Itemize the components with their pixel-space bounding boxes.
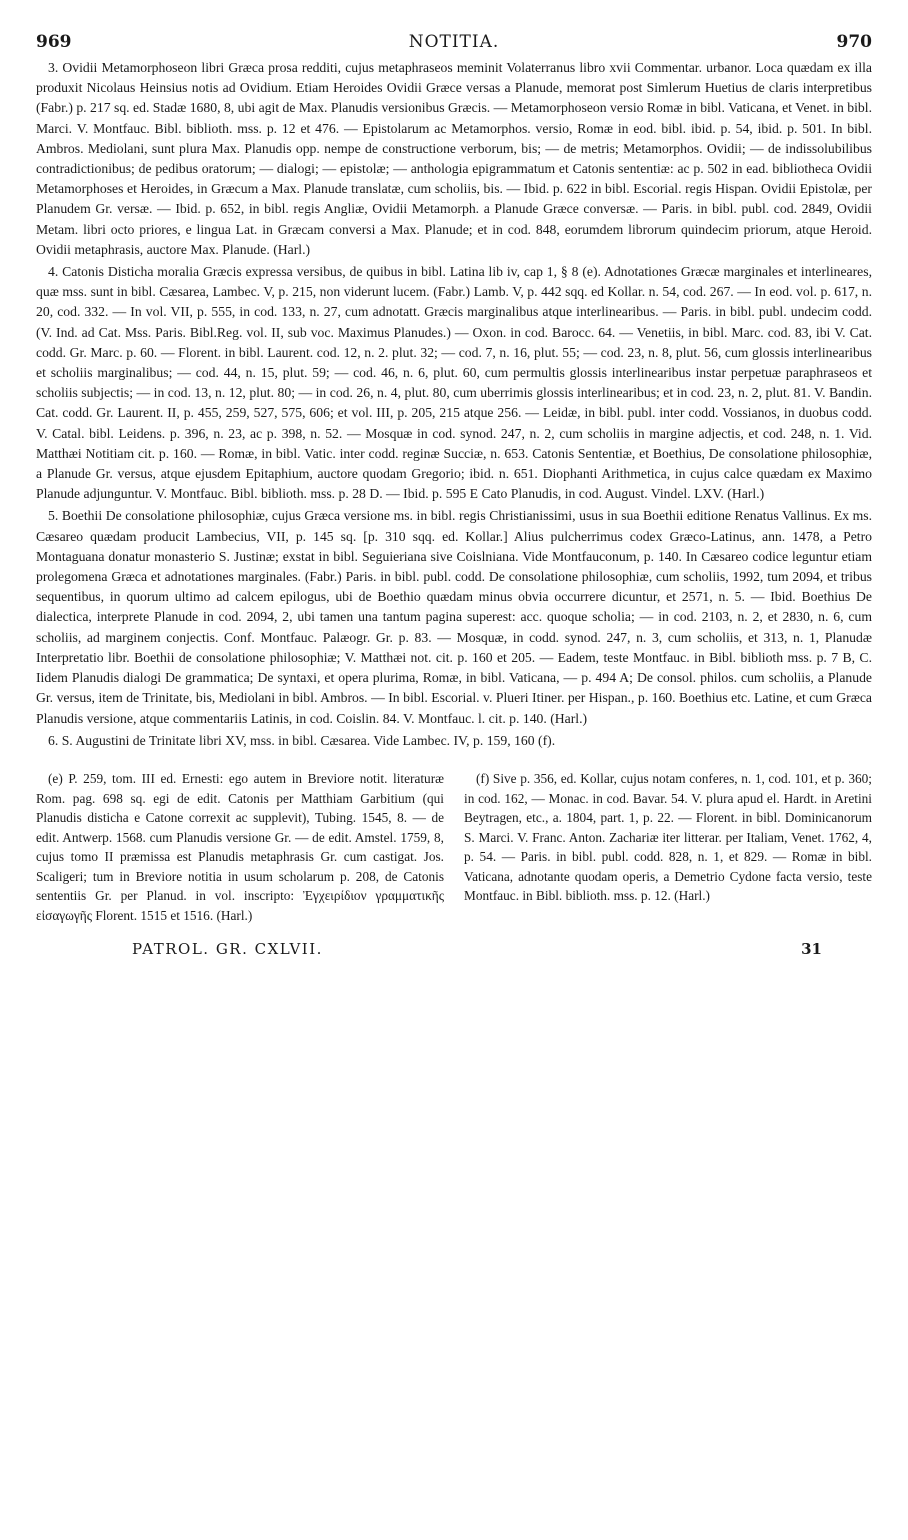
paragraph-5: 5. Boethii De consolatione philosophiæ, cujus Græca versione ms. in bibl. regis Christianissimi, usus in sua Boethii editione Renatus Vallinus. Ex ms. Cæsareo quædam producit Lambecius, VII, p. 145 sq. [p. 310 sqq. ed. Kollar.] Alius pulcherrimus codex Græco-Latinus, ann. 1478, a Petro Montaguana donatur monasterio S. Justinæ; exstat in bibl. Seguieriana sive Coislniana. Vide Montfauconum, p. 140. In Cæsareo codice leguntur etiam prolegomena Græca et adnotationes marginales. (Fabr.) Paris. in bibl. publ. codd. De consolatione philosophiæ, cum scholiis, 1992, tum 2094, et tribus sequentibus, in quorum ultimo ad calcem epilogus, ubi de Boethio quædam minus obvia occurrere dicuntur, et 2571, n. 5. — Ibid. Boethius De dialectica, interprete Planude in cod. 2094, 2, ubi tamen una tantum pagina superest: acc. quoque scholia; — in cod. 2103, n. 2, et 2830, n. 6, cum scholiis, ad marginem conjectis. Conf. Montfauc. Palæogr. Gr. p. 83. — Mosquæ, in codd. synod. 247, n. 3, cum scholiis, et 313, n. 1, Planudæ Interpretatio libr. Boethii de consolatione philosophiæ; V. Matthæi not. cit. p. 160 et 205. — Eadem, teste Montfauc. in Bibl. biblioth mss. p. 7 B, C. Iidem Planudis dialogi De grammatica; De syntaxi, et opera plurima, Romæ, in bibl. Vaticana, — p. 494 A; De consol. philos. cum scholiis, a Planude Gr. versus, item de Trinitate, bis, Mediolani in bibl. Ambros. — In bibl. Escorial. v. Plueri Itiner. per Hispan., p. 160. Boethius etc. Latine, et cum Græca Planudis versione, atque commentariis Latinis, in cod. Coislin. 84. V. Montfauc. l. cit. p. 140. (Harl.) [36, 508, 872, 726]
column-number-right: 970 [836, 32, 872, 52]
footnote-e [36, 769, 444, 926]
column-number-left: 969 [36, 32, 72, 52]
paragraph-4: 4. Catonis Disticha moralia Græcis expressa versibus, de quibus in bibl. Latina lib iv, cap 1, § 8 (e). Adnotationes Græcæ marginales et interlineares, quæ mss. sunt in bibl. Cæsarea, Lambec. V, p. 215, non viderunt lucem. (Fabr.) Lamb. V, p. 442 sqq. ed Kollar. n. 54, cod. 267. — In eod. vol. p. 617, n. 20, cod. 332. — In vol. VII, p. 555, in cod. 133, n. 27, cum adnotatt. Græcis marginalibus atque interlinearibus. — Paris. in bibl. publ. undecim codd. (V. Ind. ad Cat. Mss. Paris. Bibl.Reg. vol. II, sub voc. Maximus Planudes.) — Oxon. in cod. Barocc. 64. — Venetiis, in bibl. Marc. cod. 83, ibi V. Cat. codd. Gr. Marc. p. 60. — Florent. in bibl. Laurent. cod. 12, n. 2. plut. 32; — cod. 7, n. 16, plut. 55; — cod. 23, n. 8, plut. 56, cum glossis interlinearibus et scholiis marginalibus; — cod. 44, n. 15, plut. 59; — cod. 46, n. 6, plut. 60, cum permultis glossis interlinearibus instar perpetuæ paraphraseos et scholiis subjectis; — in cod. 13, n. 12, plut. 80; — in cod. 26, n. 4, plut. 80, cum uberrimis glossis interlinearibus; et in cod. 23, n. 2, plut. 81. V. Bandin. Cat. codd. Gr. Laurent. II, p. 455, 259, 527, 575, 606; et vol. III, p. 205, 215 atque 256. — Leidæ, in bibl. publ. inter codd. Vossianos, in duobus codd. V. Catal. bibl. Leidens. p. 396, n. 23, ac p. 398, n. 52. — Mosquæ in cod. synod. 247, n. 2, cum scholiis in margine adjectis, et cod. 248, n. 1. Vid. Matthæi Notitiam cit. p. 160. — Romæ, in bibl. Vatic. inter codd. reginæ Succiæ, n. 653. Catonis Sententiæ, et Boethius, De consolatione philosophiæ, a Planude Gr. versus, atque ejusdem Epitaphium, auctore quodam Gregorio; ibid. n. 651. Diophanti Arithmetica, in cujus calce quædam ex Maximo Planude adjunguntur. V. Montfauc. Bibl. biblioth. mss. p. 28 D. — Ibid. p. 595 E Cato Planudis, in cod. August. Vindel. LXV. (Harl.) [36, 264, 872, 502]
footnote-text: (e) P. 259, tom. III ed. Ernesti: ego autem in Breviore notit. literaturæ Rom. pag. 698 sq. egi de edit. Catonis per Matthiam Garbitium (qui Planudis disticha e Catone correxit ac supplevit), Tubing. 1545, 8. — de edit. Antwerp. 1568. cum Planudis versione Gr. — de edit. Amstel. 1759, 8, cujus tomo II præmissa est Planudis metaphrasis Gr. cum castigat. Jos. Scaligeri; tum in Breviore notitia in usum scholarum p. 208, de Catonis sententiis Gr. per Planud. in vol. inscripto: Ἐγχειρίδιον γραμματικῆς εἰσαγωγῆς Florent. 1515 et 1516. (Harl.) [36, 770, 444, 924]
running-title: NOTITIA. [408, 32, 500, 52]
document-page [36, 28, 872, 966]
footnote-f [464, 769, 872, 926]
page-footer [36, 936, 872, 966]
footnotes [36, 769, 872, 926]
paragraph-6: 6. S. Augustini de Trinitate libri XV, mss. in bibl. Cæsarea. Vide Lambec. IV, p. 159, 160 (f). [48, 732, 556, 748]
footnote-separator [36, 751, 872, 769]
page-number: 31 [801, 939, 822, 958]
paragraph-3: 3. Ovidii Metamorphoseon libri Græca prosa redditi, cujus metaphraseos meminit Volaterranus libro xvii Commentar. urbanor. Loca quædam ex illa produxit Nicolaus Heinsius notis ad Ovidium. Etiam Heroides Ovidii Græce versas a Planude, memorat post Simlerum Huetius de claris interpretibus (Fabr.) p. 217 sq. ed. Stadæ 1680, 8, ubi agit de Max. Planudis versionibus Græcis. — Metamorphoseon versio Romæ in bibl. Vaticana, et Venet. in bibl. Marci. V. Montfauc. Bibl. biblioth. mss. p. 12 et 476. — Epistolarum ac Metamorphos. versio, Romæ in eod. bibl. ibid. p. 54, ibid. p. 501. In bibl. Ambros. Mediolani, sunt plura Max. Planudis opp. nempe de constructione verborum, bis; — de metris; Metamorphos. Ovidii; — de indissolubilibus contradictionibus; de pedibus oratorum; — dialogi; — epistolæ; — anthologia epigrammatum et Catonis sententiæ: ac p. 502 in ead. bibliotheca Ovidii Metamorphoses et Heroides, in Græcum a Max. Planude translatæ, cum scholiis, bis. — Ibid. p. 622 in bibl. Escorial. regis Hispan. Ovidii Epistolæ, per Planudem Gr. versæ. — Ibid. p. 652, in bibl. regis Angliæ, Ovidii Metamorph. a Planude Græce conversæ. — Paris. in bibl. publ. cod. 2849, Ovidii Metam. libri octo priores, e lingua Lat. in Græcam conversi a Max. Planude; et in cod. 848, eorumdem librorum quindecim priorum, atque Heroid. Ovidii metaphrasis, auctore Max. Planude. (Harl.) [36, 60, 872, 257]
footnote-text: (f) Sive p. 356, ed. Kollar, cujus notam conferes, n. 1, cod. 101, et p. 360; in cod. 162, — Monac. in cod. Bavar. 54. V. plura apud el. Hardt. in Aretini Beytragen, etc., a. 1804, part. 1, p. 22. — Florent. in bibl. Dominicanorum S. Marci. V. Franc. Anton. Zachariæ iter litterar. per Italiam, Venet. 1762, 4, p. 54. — Paris. in bibl. publ. codd. 828, n. 1, et 829. — Romæ in bibl. Vaticana, adnotante quodam operis, a Demetrio Cydone facta versio, teste Montfauc. in Bibl. biblioth. mss. p. 12. (Harl.) [464, 770, 872, 904]
main-text [36, 58, 872, 751]
running-header [36, 28, 872, 58]
signature-mark: PATROL. GR. CXLVII. [132, 939, 323, 958]
